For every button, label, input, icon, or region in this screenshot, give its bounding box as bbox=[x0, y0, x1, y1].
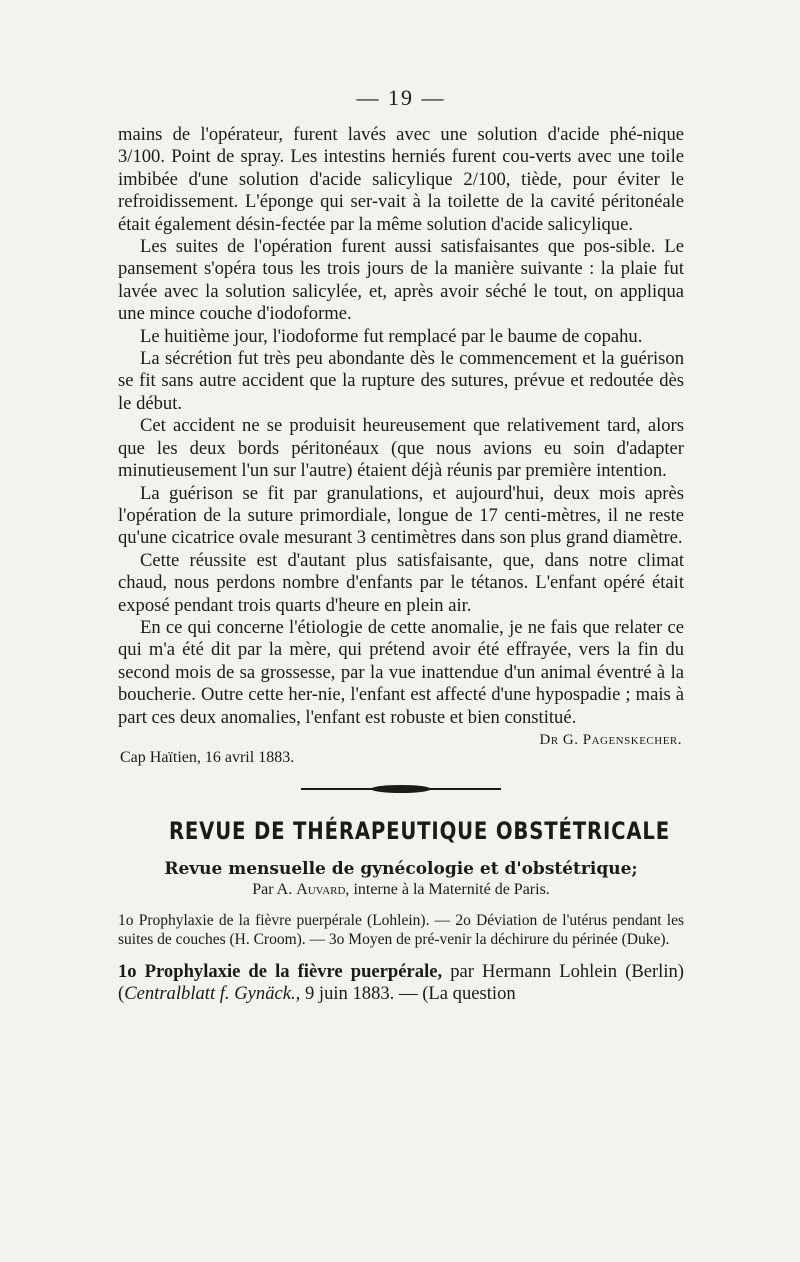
final-bold: 1o Prophylaxie de la fièvre puerpérale, bbox=[118, 960, 443, 982]
summary bbox=[118, 911, 684, 949]
paragraph: mains de l'opérateur, furent lavés avec une solution d'acide phé-nique 3/100. Point de spray. Les intestins herniés furent cou-verts avec une toile imbibée d'une solution d'acide salicylique 2/100, tiède, pour éviter le refroidissement. L'éponge qui ser-vait à la toilette de la cavité péritonéale était également désin-fectée par la même solution d'acide salicylique. bbox=[118, 124, 684, 235]
final-text bbox=[118, 961, 684, 1006]
page-number: — 19 — bbox=[356, 85, 446, 110]
final-italic: Centralblatt f. Gynäck., bbox=[124, 983, 301, 1005]
text-column bbox=[118, 82, 684, 1006]
paragraph: La sécrétion fut très peu abondante dès le commencement et la guérison se fit sans autre accident que la rupture des sutures, prévue et redoutée dès le début. bbox=[118, 348, 684, 414]
paragraph: La guérison se fit par granulations, et aujourd'hui, deux mois après l'opération de la suture primordiale, longue de 17 centi-mètres, il ne reste qu'une cicatrice ovale mesurant 3 centimètres dans son plus grand diamètre. bbox=[118, 482, 684, 549]
paragraph: Cet accident ne se produisit heureusement que relativement tard, alors que les deux bords péritonéaux (que nous avions eu soin d'adapter minutieusement l'un sur l'autre) étaient déjà réunis par première intention. bbox=[118, 415, 684, 482]
divider-ornament bbox=[371, 785, 431, 793]
paragraph: Cette réussite est d'autant plus satisfaisante, que, dans notre climat chaud, nous perdons nombre d'enfants par le tétanos. L'enfant opéré était exposé pendant trois quarts d'heure en plein air. bbox=[118, 549, 684, 616]
final-paragraph bbox=[118, 961, 684, 1006]
paragraph: Les suites de l'opération furent aussi satisfaisantes que pos-sible. Le pansement s'opéra tous les trois jours de la manière suivante : la plaie fut lavée avec la solution salicylée, et, après avoir séché le tout, on appliqua une mince couche d'iodoforme. bbox=[118, 236, 684, 325]
section-title: REVUE DE THÉRAPEUTIQUE OBSTÉTRICALE bbox=[168, 816, 671, 845]
byline-suffix: interne à la Maternité de Paris. bbox=[353, 880, 550, 898]
paragraph: En ce qui concerne l'étiologie de cette anomalie, je ne fais que relater ce qui m'a été dit par la mère, qui prétend avoir été effrayée, vers la fin du second mois de sa grossesse, par la vue inattendue d'un animal éventré à la boucherie. Outre cette her-nie, l'enfant est affecté d'une hypospadie ; mais à part ces deux anomalies, l'enfant est robuste et bien constitué. bbox=[118, 616, 684, 728]
byline-prefix: Par A. bbox=[252, 880, 293, 898]
final-rest-1: par Hermann Lohlein (Berlin) ( bbox=[118, 960, 684, 1005]
ornamental-divider bbox=[301, 785, 501, 793]
byline bbox=[118, 881, 684, 899]
article-body bbox=[118, 124, 684, 729]
summary-text: 1o Prophylaxie de la fièvre puerpérale (Lohlein). — 2o Déviation de l'utérus pendant les suites de couches (H. Croom). — 3o Moyen de pré-venir la déchirure du périnée (Duke). bbox=[118, 911, 684, 948]
paragraph: Le huitième jour, l'iodoforme fut remplacé par le baume de copahu. bbox=[140, 325, 643, 347]
byline-name: Auvard, bbox=[296, 880, 350, 898]
final-rest-2: 9 juin 1883. — (La question bbox=[300, 983, 516, 1005]
author-signature: Dr G. Pagenskecher. bbox=[539, 731, 682, 748]
sub-title: Revue mensuelle de gynécologie et d'obstétrique; bbox=[164, 858, 638, 879]
place-date: Cap Haïtien, 16 avril 1883. bbox=[120, 748, 295, 766]
